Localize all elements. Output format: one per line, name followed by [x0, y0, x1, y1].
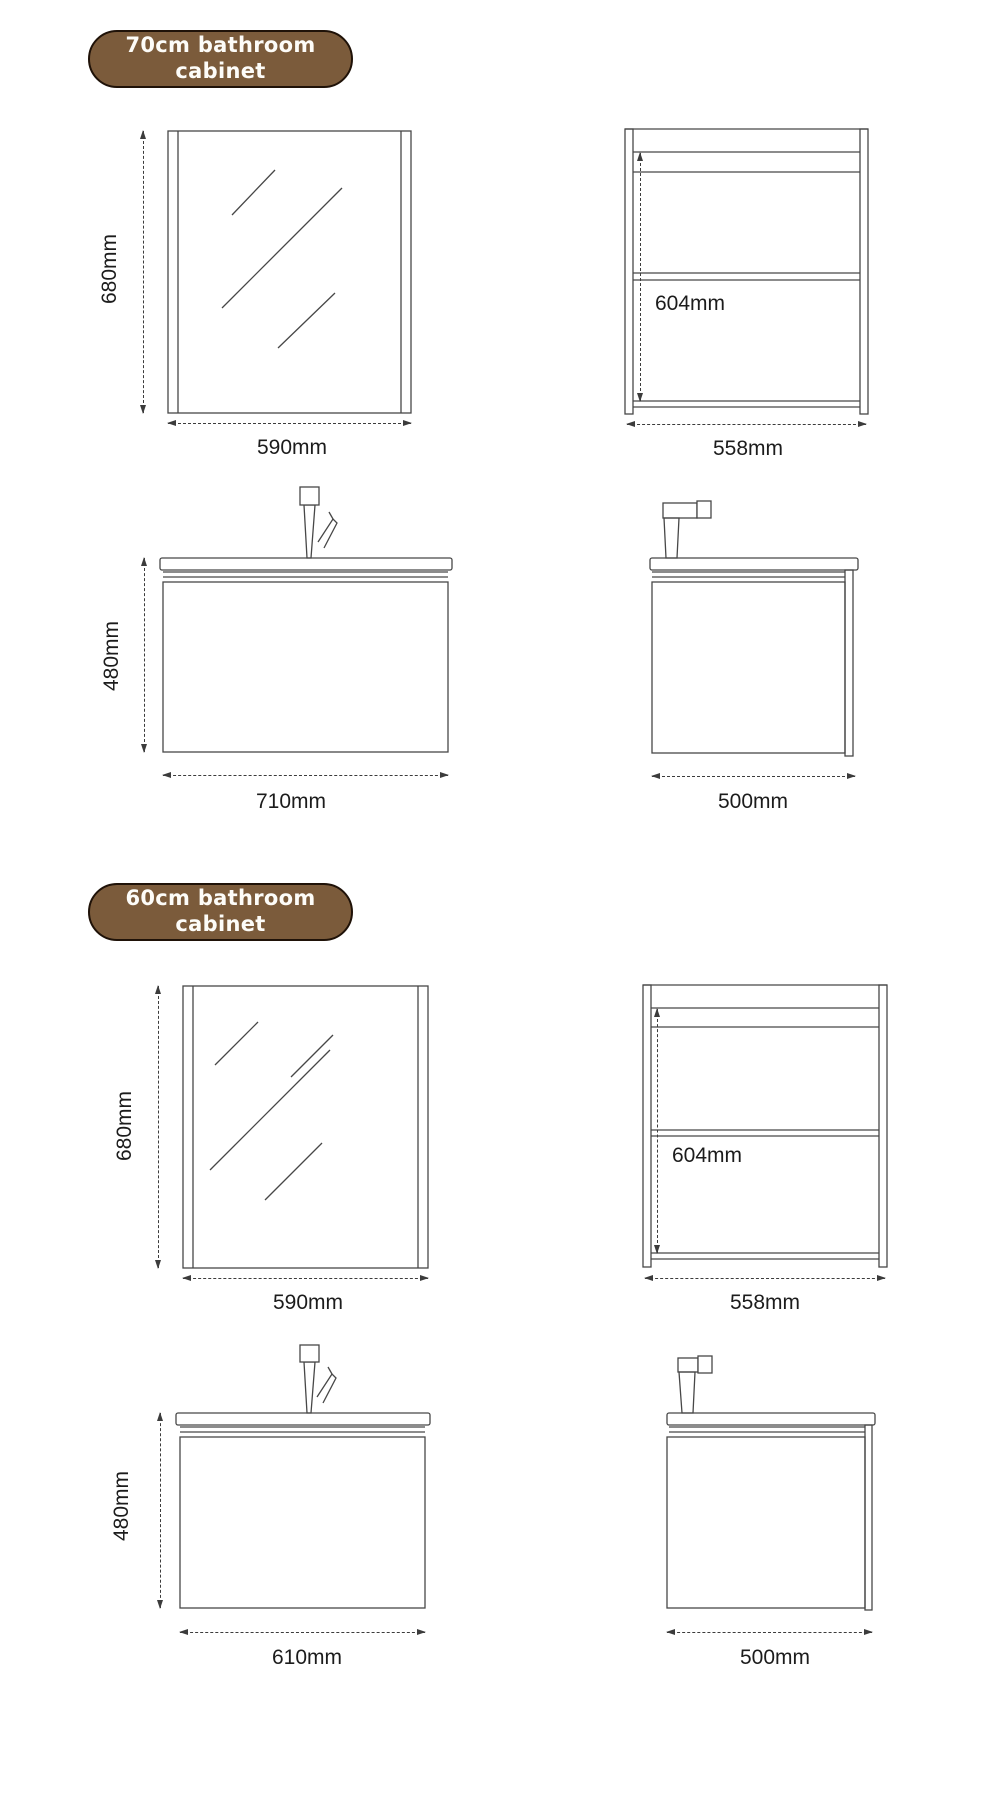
vanity-width-label: 710mm	[255, 790, 327, 813]
vanity-height-dimension-line	[160, 1413, 161, 1608]
carcass-width-dimension-line	[627, 424, 866, 425]
mirror-width-dimension-line	[168, 423, 411, 424]
vanity-side-view-60cm	[560, 1330, 900, 1680]
carcass-view-70cm	[610, 110, 900, 470]
vanity-side-view-70cm	[560, 470, 890, 820]
carcass-drawing-icon	[628, 965, 918, 1277]
badge-line-2: cabinet	[175, 59, 266, 83]
mirror-height-label: 680mm	[98, 233, 121, 304]
vanity-front-view-60cm	[105, 1330, 475, 1680]
vanity-width-dimension-line	[163, 775, 448, 776]
badge-line-1: 60cm bathroom	[125, 886, 316, 911]
mirror-front-view-70cm	[90, 110, 420, 470]
mirror-width-label: 590mm	[272, 1291, 344, 1314]
badge-line-1: 70cm bathroom	[125, 33, 316, 58]
mirror-glass-reflection-lines	[210, 1022, 333, 1200]
vanity-front-view-70cm	[90, 470, 470, 820]
section-badge-60cm	[88, 883, 353, 941]
badge-line-2: cabinet	[175, 912, 266, 936]
mirror-front-view-60cm	[105, 965, 440, 1325]
vanity-height-dimension-line	[144, 558, 145, 752]
mirror-height-dimension-line	[158, 986, 159, 1268]
mirror-height-label: 680mm	[113, 1090, 136, 1161]
mirror-width-label: 590mm	[256, 436, 328, 459]
mirror-drawing-icon	[90, 110, 420, 422]
faucet-side-icon	[678, 1356, 712, 1413]
vanity-width-label: 610mm	[271, 1646, 343, 1669]
carcass-inner-height-dimension-line	[657, 1009, 658, 1253]
faucet-icon	[300, 487, 337, 558]
section-badge-70cm	[88, 30, 353, 88]
vanity-height-label: 480mm	[110, 1470, 133, 1541]
carcass-drawing-icon	[610, 110, 900, 422]
vanity-side-depth-label: 500mm	[739, 1646, 811, 1669]
faucet-side-icon	[663, 501, 711, 558]
faucet-icon	[300, 1345, 336, 1413]
carcass-inner-height-label: 604mm	[655, 292, 726, 315]
mirror-drawing-icon	[105, 965, 440, 1277]
vanity-side-depth-dimension-line	[652, 776, 855, 777]
vanity-side-drawing-icon	[560, 470, 890, 770]
vanity-front-drawing-icon	[90, 470, 470, 770]
vanity-side-depth-label: 500mm	[717, 790, 789, 813]
mirror-glass-reflection-lines	[222, 170, 342, 348]
carcass-inner-height-dimension-line	[640, 153, 641, 401]
carcass-width-label: 558mm	[712, 437, 784, 460]
mirror-width-dimension-line	[183, 1278, 428, 1279]
carcass-inner-height-label: 604mm	[672, 1144, 743, 1167]
carcass-width-dimension-line	[645, 1278, 885, 1279]
carcass-width-label: 558mm	[729, 1291, 801, 1314]
vanity-width-dimension-line	[180, 1632, 425, 1633]
carcass-view-60cm	[628, 965, 918, 1325]
vanity-side-depth-dimension-line	[667, 1632, 872, 1633]
vanity-side-drawing-icon	[560, 1330, 900, 1630]
vanity-height-label: 480mm	[100, 620, 123, 691]
mirror-height-dimension-line	[143, 131, 144, 413]
